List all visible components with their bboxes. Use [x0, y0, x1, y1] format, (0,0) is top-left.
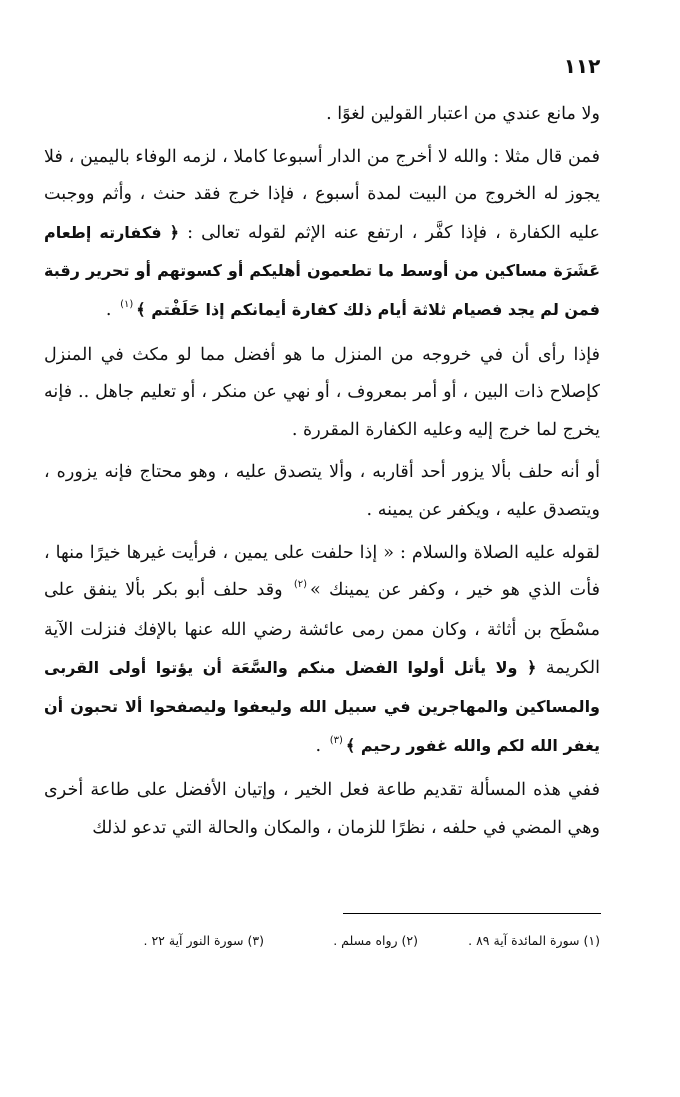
main-text [44, 96, 600, 847]
page-number: ١١٢ [563, 54, 601, 78]
paragraph-5 [44, 535, 600, 768]
quran-verse-1: ﴿ فكفارته إطعام عَشَرَة مساكين من أوسط ما تطعمون أهليكم أو كسوتهم أو تحرير رقبة فمن لم يجد فصيام ثلاثة أيام ذلك كفارة أيمانكم إذا حَلَفْتم ﴾ [44, 222, 600, 319]
paragraph-5-end: . [315, 735, 327, 756]
footnote-ref-1: (١) [120, 298, 134, 310]
paragraph-1: ولا مانع عندي من اعتبار القولين لغوًا . [326, 104, 600, 124]
paragraph-2-end: . [105, 299, 118, 320]
paragraph-5-text: وقد حلف أبو بكر بألا ينفق على مسْطَح بن أثاثة ، وكان ممن رمى عائشة رضي الله عنها بالإفك فنزلت الآية الكريمة [44, 580, 600, 679]
hadith-text: لقوله عليه الصلاة والسلام : « إذا حلفت على يمين ، فرأيت غيرها خيرًا منها ، فأت الذي هو خير ، وكفر عن يمينك » [44, 542, 600, 601]
quran-verse-2: ﴿ ولا يأتل أولوا الفضل منكم والسَّعَة أن يؤتوا أولى القربى والمساكين والمهاجرين في سبيل الله وليعفوا وليصفحوا ألا تحبون أن يغفر الله لكم والله غفور رحيم ﴾ [44, 658, 600, 755]
paragraph-2-text: فمن قال مثلا : والله لا أخرج من الدار أسبوعا كاملا ، لزمه الوفاء باليمين ، فلا يجوز له الخروج من البيت لمدة أسبوع ، فإذا خرج فقد حنث ، وأثم ووجبت عليه الكفارة ، فإذا كفَّر ، ارتفع عنه الإثم لقوله تعالى : [44, 146, 601, 243]
footnote-2: (٢) رواه مسلم . [333, 933, 418, 948]
footnote-divider [343, 913, 601, 914]
footnote-ref-2: (٢) [293, 579, 308, 591]
footnote-1: (١) سورة المائدة آية ٨٩ . [468, 933, 600, 948]
paragraph-3: فإذا رأى أن في خروجه من المنزل ما هو أفضل مما لو مكث في المنزل كإصلاح ذات البين ، أو أمر بمعروف ، أو نهي عن منكر ، أو تعليم جاهل .. فإنه يخرج لما خرج إليه وعليه الكفارة المقررة . [44, 344, 600, 440]
paragraph-4: أو أنه حلف بألا يزور أحد أقاربه ، وألا يتصدق عليه ، وهو محتاج فإنه يزوره ، ويتصدق عليه ، ويكفر عن يمينه . [44, 462, 600, 520]
footnote-3: (٣) سورة النور آية ٢٢ . [143, 933, 264, 948]
paragraph-2 [44, 139, 600, 332]
paragraph-6: ففي هذه المسألة تقديم طاعة فعل الخير ، وإتيان الأفضل على طاعة أخرى وهي المضي في حلفه ، نظرًا للزمان ، والمكان والحالة التي تدعو لذلك [44, 780, 600, 838]
footnote-ref-3: (٣) [329, 734, 343, 746]
